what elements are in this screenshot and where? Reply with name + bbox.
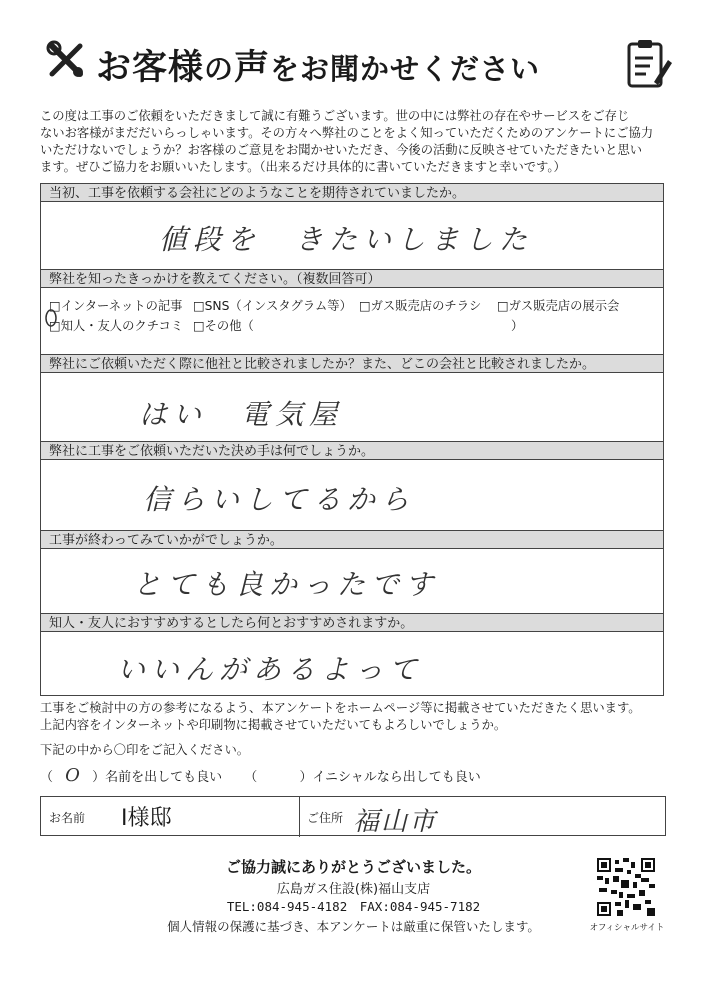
- answer-4: 信らいしてるから: [143, 483, 416, 516]
- answer-3: はい 電気屋: [139, 398, 344, 431]
- address-label: ご住所: [307, 811, 344, 825]
- qr-code-icon[interactable]: [597, 858, 655, 916]
- question-3: 弊社にご依頼いただく際に他社と比較されましたか？また、どこの会社と比較されましたか。: [40, 354, 664, 373]
- answer-box-3: [40, 373, 664, 441]
- answer-box-5: [40, 549, 664, 613]
- consent-line-1: 工事をご検討中の方の参考になるよう、本アンケートをホームページ等に掲載させていただきたく思います。: [40, 701, 641, 715]
- name-label: お名前: [49, 811, 86, 825]
- option-word-of-mouth[interactable]: □知人・友人のクチコミ: [49, 319, 184, 333]
- tools-icon: [46, 40, 86, 80]
- choice-paren-open-2: （: [244, 770, 258, 785]
- footer-company: 広島ガス住設(株)福山支店: [276, 882, 431, 897]
- footer-thanks: ご協力誠にありがとうございました。: [225, 858, 481, 876]
- option-showroom[interactable]: □ガス販売店の展示会: [497, 299, 620, 313]
- answer-1: 値段を きたいしました: [159, 223, 534, 256]
- option-sns[interactable]: □SNS（インスタグラム等）: [193, 299, 352, 313]
- clipboard-icon: [626, 38, 672, 88]
- question-4: 弊社に工事をご依頼いただいた決め手は何でしょうか。: [40, 441, 664, 460]
- footer-contact: TEL:084-945-4182 FAX:084-945-7182: [226, 899, 481, 914]
- answer-box-4: [40, 460, 664, 530]
- signature-divider: [299, 797, 300, 837]
- address-value: 福山市: [353, 807, 438, 837]
- option-other[interactable]: □その他（: [193, 319, 254, 333]
- answer-5: とても良かったです: [133, 568, 440, 601]
- answer-6: いいんがあるよって: [117, 653, 424, 686]
- choice-paren-open-1: （: [40, 770, 54, 785]
- answer-box-6: [40, 632, 664, 696]
- circle-mark: O: [65, 765, 80, 786]
- answer-box-1: [40, 202, 664, 269]
- option-other-close: ）: [511, 319, 524, 333]
- question-2: 弊社を知ったきっかけを教えてください。（複数回答可）: [40, 269, 664, 288]
- options-box: [40, 288, 664, 354]
- choice-paren-close-1: ）: [92, 770, 106, 785]
- option-flyer[interactable]: □ガス販売店のチラシ: [359, 299, 482, 313]
- choice-paren-close-2: ）: [299, 770, 313, 785]
- question-5: 工事が終わってみていかがでしょうか。: [40, 530, 664, 549]
- page-title: [46, 36, 676, 92]
- intro-text: この度は工事のご依頼をいただきまして誠に有難うございます。世の中には弊社の存在やサービスをご存じ ないお客様がまだだいらっしゃいます。その方々へ弊社のことをよく知っていただくためのアンケートにご協力 いただけないでしょうか？お客様のご意見をお聞かせいただき、今後の活動に反映させていただきたいと思い ます。ぜひご協力をお願いいたします。（出来るだけ具体的に書いていただきますと幸いです。）: [40, 109, 654, 174]
- choice-initials-ok[interactable]: イニシャルなら出しても良い: [312, 770, 481, 785]
- consent-line-2: 上記内容をインターネットや印刷物に掲載させていただいてもよろしいでしょうか。: [40, 718, 507, 732]
- check-mark-icon: [44, 308, 58, 328]
- footer-privacy: 個人情報の保護に基づき、本アンケートは厳重に保管いたします。: [167, 919, 540, 934]
- name-value: I様邸: [121, 806, 172, 831]
- choice-name-ok[interactable]: 名前を出しても良い: [105, 770, 223, 785]
- consent-line-3: 下記の中から〇印をご記入ください。: [40, 743, 250, 757]
- question-6: 知人・友人におすすめするとしたら何とおすすめされますか。: [40, 613, 664, 632]
- question-1: 当初、工事を依頼する会社にどのようなことを期待されていましたか。: [40, 183, 664, 202]
- option-internet[interactable]: □インターネットの記事: [49, 299, 183, 313]
- title-text: お客様の声をお聞かせください: [96, 48, 541, 88]
- consent-choices: [40, 767, 481, 786]
- qr-caption: オフィシャルサイト: [589, 923, 665, 933]
- signature-table: [40, 796, 666, 836]
